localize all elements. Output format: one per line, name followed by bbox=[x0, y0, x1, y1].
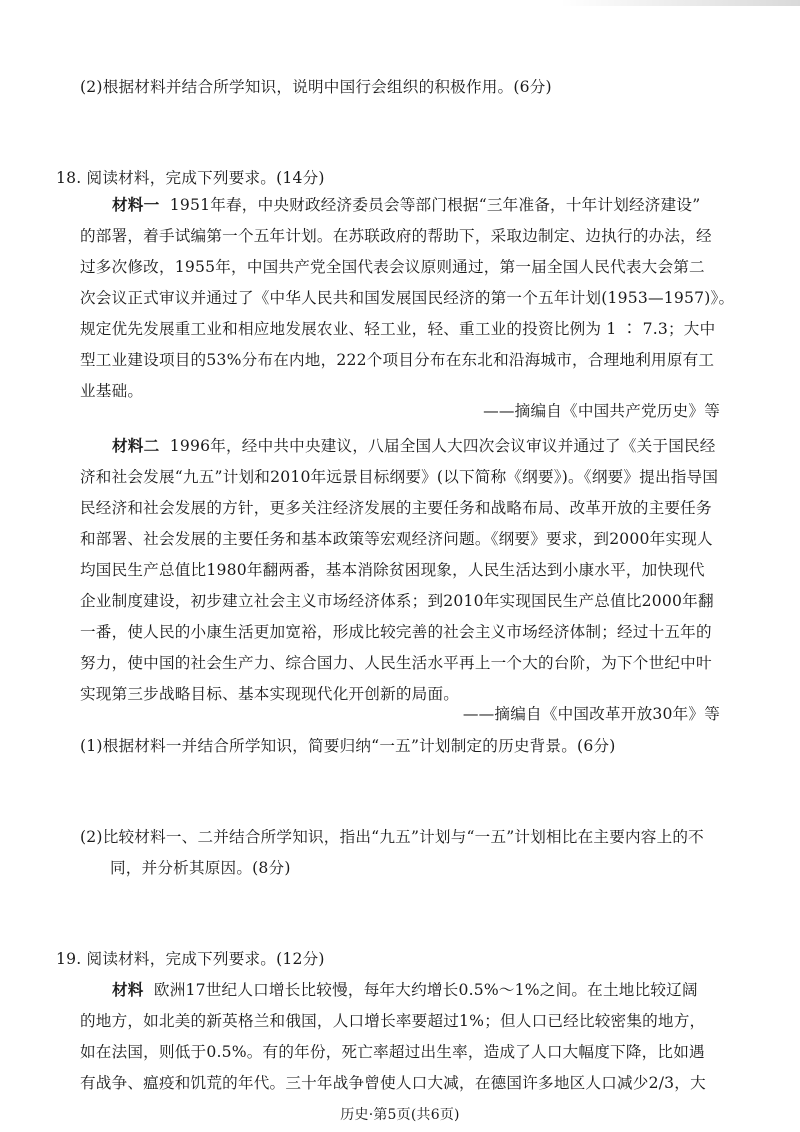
q18-material-1-source: ——摘编自《中国共产党历史》等 bbox=[483, 402, 720, 420]
q18-material-2-line-5: 企业制度建设，初步建立社会主义市场经济体系；到2010年实现国民生产总值比2000年翻 bbox=[80, 592, 714, 610]
q18-material-2-line-7: 努力，使中国的社会生产力、综合国力、人民生活水平再上一个大的台阶，为下个世纪中叶 bbox=[80, 654, 712, 672]
q18-material-2-line-2: 民经济和社会发展的方针，更多关注经济发展的主要任务和战略布局、改革开放的主要任务 bbox=[80, 499, 712, 517]
q18-material-1-line-5: 型工业建设项目的53%分布在内地，222个项目分布在东北和沿海城市，合理地利用原有工 bbox=[80, 351, 715, 369]
page-footer: 历史·第5页(共6页) bbox=[340, 1107, 460, 1123]
q19-material-line-1: 的地方，如北美的新英格兰和俄国，人口增长率要超过1%；但人口已经比较密集的地方， bbox=[80, 1012, 706, 1030]
q18-material-1-line-2: 过多次修改，1955年，中国共产党全国代表会议原则通过，第一届全国人民代表大会第二 bbox=[80, 258, 705, 276]
q18-stem: 18. 阅读材料，完成下列要求。(14分) bbox=[56, 169, 325, 187]
q19-material-line-0: 材料 欧洲17世纪人口增长比较慢，每年大约增长0.5%～1%之间。在土地比较辽阔 bbox=[112, 980, 698, 999]
q18-material-1-line-1: 的部署，着手试编第一个五年计划。在苏联政府的帮助下，采取边制定、边执行的办法，经 bbox=[80, 227, 712, 245]
q18-material-1-line-4: 规定优先发展重工业和相应地发展农业、轻工业，轻、重工业的投资比例为 1 ∶ 7.3；大中 bbox=[80, 320, 716, 338]
q19-stem: 19. 阅读材料，完成下列要求。(12分) bbox=[56, 950, 325, 968]
q18-material-1-line-3: 次会议正式审议并通过了《中华人民共和国发展国民经济的第一个五年计划(1953—1957)》。 bbox=[80, 289, 735, 307]
q18-subquestion-1: (1)根据材料一并结合所学知识，简要归纳“一五”计划制定的历史背景。(6分) bbox=[80, 737, 616, 755]
material-1-label: 材料一 bbox=[112, 195, 160, 214]
q17-subquestion-2: (2)根据材料并结合所学知识，说明中国行会组织的积极作用。(6分) bbox=[80, 78, 552, 96]
q19-material-line-2: 如在法国，则低于0.5%。有的年份，死亡率超过出生率，造成了人口大幅度下降，比如遇 bbox=[80, 1043, 705, 1061]
q18-material-1-line-6: 业基础。 bbox=[80, 382, 144, 400]
q18-material-2-line-6: 一番，使人民的小康生活更加宽裕，形成比较完善的社会主义市场经济体制；经过十五年的 bbox=[80, 623, 712, 641]
q18-subquestion-2-line-1: 同，并分析其原因。(8分) bbox=[110, 859, 291, 877]
q18-subquestion-2-line-0: (2)比较材料一、二并结合所学知识，指出“九五”计划与“一五”计划相比在主要内容上的不 bbox=[80, 828, 704, 846]
q18-material-2-line-0: 材料二 1996年，经中共中央建议，八届全国人大四次会议审议并通过了《关于国民经 bbox=[112, 436, 716, 455]
q18-material-2-line-3: 和部署、社会发展的主要任务和基本政策等宏观经济问题。《纲要》要求，到2000年实现人 bbox=[80, 530, 713, 548]
q19-material-label: 材料 bbox=[112, 980, 144, 999]
q18-material-1-line-0: 材料一 1951年春，中央财政经济委员会等部门根据“三年准备，十年计划经济建设” bbox=[112, 195, 701, 214]
scan-edge-shadow bbox=[560, 0, 800, 6]
q18-material-2-source: ——摘编自《中国改革开放30年》等 bbox=[462, 705, 720, 723]
q18-material-2-line-8: 实现第三步战略目标、基本实现现代化开创新的局面。 bbox=[80, 685, 460, 703]
q19-material-line-3: 有战争、瘟疫和饥荒的年代。三十年战争曾使人口大减，在德国许多地区人口减少2/3，大 bbox=[80, 1074, 706, 1092]
q18-material-2-line-4: 均国民生产总值比1980年翻两番，基本消除贫困现象，人民生活达到小康水平，加快现代 bbox=[80, 561, 705, 579]
material-2-label: 材料二 bbox=[112, 436, 160, 455]
q18-material-2-line-1: 济和社会发展“九五”计划和2010年远景目标纲要》(以下简称《纲要》)。《纲要》提出指导国 bbox=[80, 468, 719, 486]
